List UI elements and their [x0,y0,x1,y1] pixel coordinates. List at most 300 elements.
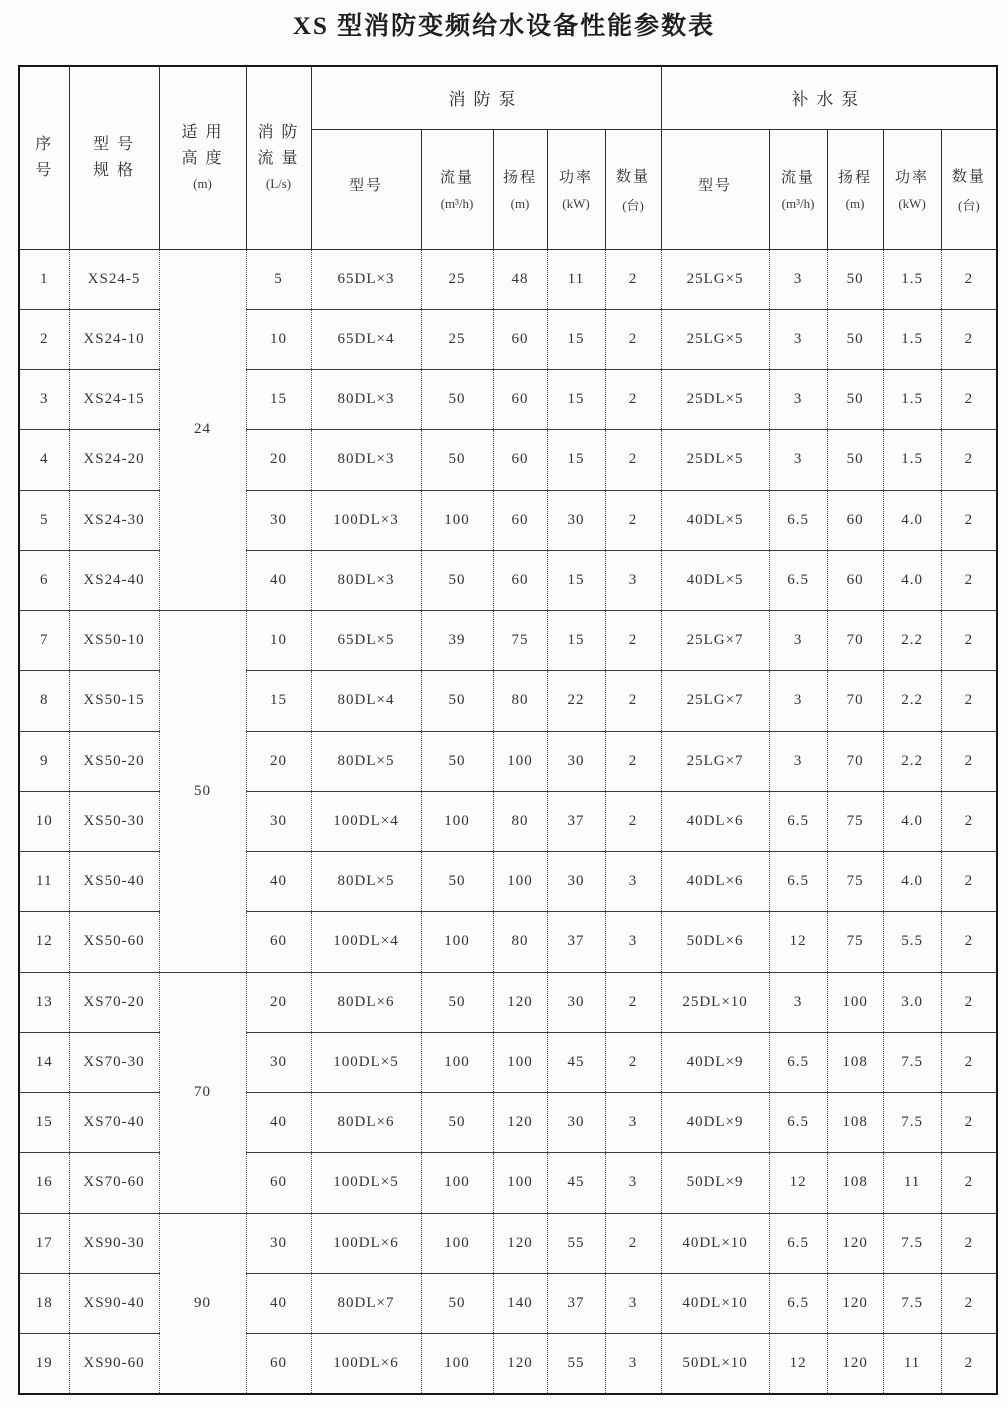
cell-fire-pump-flow: 100 [421,1153,493,1213]
cell-seq: 11 [19,852,69,912]
cell-seq: 1 [19,249,69,309]
col-header-model-spec [69,66,159,249]
fire-pump-qty-unit: (台) [622,197,644,213]
cell-fire-pump-model: 100DL×6 [311,1213,421,1273]
cell-fire-flow: 5 [246,249,311,309]
header-fireflow-line1: 消 防 [257,123,300,141]
cell-feed-pump-head: 108 [827,1032,883,1092]
cell-fire-pump-model: 100DL×5 [311,1032,421,1092]
cell-seq: 19 [19,1334,69,1395]
feed-pump-head-label: 扬程 [838,170,873,186]
cell-fire-pump-flow: 100 [421,791,493,851]
cell-feed-pump-qty: 2 [941,249,997,309]
cell-fire-pump-model: 100DL×4 [311,791,421,851]
header-height-unit: (m) [193,175,212,191]
cell-feed-pump-flow: 3 [769,249,827,309]
feed-pump-flow-unit: (m³/h) [781,196,815,211]
cell-feed-pump-head: 60 [827,550,883,610]
cell-feed-pump-qty: 2 [941,490,997,550]
cell-feed-pump-power: 11 [883,1334,941,1395]
cell-seq: 10 [19,791,69,851]
cell-feed-pump-model: 40DL×6 [661,791,769,851]
cell-height-group: 70 [159,972,246,1213]
cell-fire-pump-power: 30 [547,1093,605,1153]
cell-fire-pump-head: 100 [493,731,547,791]
cell-fire-pump-power: 30 [547,731,605,791]
feed-pump-power-unit: (kW) [898,196,926,211]
feed-pump-group-label: 补水泵 [791,90,867,110]
fire-pump-model-label: 型号 [348,178,383,194]
feed-pump-qty-header [941,129,997,249]
cell-fire-pump-qty: 3 [605,1334,661,1395]
feed-pump-flow-header [769,129,827,249]
col-header-fire-flow [246,66,311,249]
cell-fire-pump-model: 80DL×6 [311,972,421,1032]
cell-feed-pump-qty: 2 [941,550,997,610]
cell-fire-pump-flow: 50 [421,430,493,490]
cell-feed-pump-head: 50 [827,430,883,490]
cell-fire-flow: 10 [246,611,311,671]
cell-feed-pump-model: 40DL×9 [661,1032,769,1092]
feed-pump-model-header [661,129,769,249]
cell-fire-pump-power: 15 [547,309,605,369]
cell-fire-pump-model: 80DL×3 [311,370,421,430]
cell-model-spec: XS70-40 [69,1093,159,1153]
cell-model-spec: XS50-20 [69,731,159,791]
cell-fire-pump-power: 45 [547,1032,605,1092]
cell-model-spec: XS50-40 [69,852,159,912]
cell-model-spec: XS90-60 [69,1334,159,1395]
fire-pump-group-label: 消防泵 [448,90,524,110]
cell-feed-pump-model: 25DL×5 [661,370,769,430]
table-row [19,611,997,671]
cell-feed-pump-qty: 2 [941,852,997,912]
cell-fire-flow: 40 [246,1273,311,1333]
header-group-row [19,66,997,129]
cell-feed-pump-head: 70 [827,731,883,791]
cell-fire-pump-head: 100 [493,1032,547,1092]
cell-fire-pump-head: 120 [493,1334,547,1395]
cell-feed-pump-model: 40DL×10 [661,1273,769,1333]
cell-fire-pump-flow: 100 [421,490,493,550]
cell-fire-flow: 20 [246,731,311,791]
cell-fire-pump-head: 60 [493,490,547,550]
cell-feed-pump-model: 25LG×7 [661,611,769,671]
cell-feed-pump-model: 50DL×9 [661,1153,769,1213]
cell-fire-pump-power: 22 [547,671,605,731]
fire-pump-power-unit: (kW) [562,196,590,211]
cell-feed-pump-qty: 2 [941,1334,997,1395]
cell-seq: 13 [19,972,69,1032]
cell-height-group: 50 [159,611,246,973]
cell-fire-pump-qty: 2 [605,249,661,309]
cell-fire-pump-qty: 2 [605,671,661,731]
cell-feed-pump-power: 4.0 [883,490,941,550]
cell-feed-pump-model: 40DL×9 [661,1093,769,1153]
cell-feed-pump-qty: 2 [941,912,997,972]
cell-fire-pump-flow: 50 [421,731,493,791]
cell-feed-pump-head: 100 [827,972,883,1032]
cell-feed-pump-power: 2.2 [883,731,941,791]
feed-pump-qty-label: 数量 [951,168,986,185]
cell-fire-pump-model: 65DL×4 [311,309,421,369]
cell-feed-pump-flow: 3 [769,731,827,791]
cell-feed-pump-model: 25LG×5 [661,249,769,309]
cell-fire-pump-head: 140 [493,1273,547,1333]
cell-seq: 6 [19,550,69,610]
cell-model-spec: XS50-60 [69,912,159,972]
cell-fire-pump-head: 100 [493,1153,547,1213]
cell-feed-pump-qty: 2 [941,309,997,369]
cell-fire-pump-flow: 100 [421,912,493,972]
cell-feed-pump-flow: 12 [769,912,827,972]
cell-feed-pump-head: 75 [827,791,883,851]
cell-fire-pump-flow: 25 [421,249,493,309]
cell-fire-pump-head: 100 [493,852,547,912]
cell-fire-pump-flow: 50 [421,972,493,1032]
cell-fire-pump-head: 80 [493,791,547,851]
cell-fire-pump-qty: 2 [605,611,661,671]
cell-fire-pump-flow: 50 [421,1093,493,1153]
cell-fire-pump-qty: 2 [605,731,661,791]
cell-fire-pump-model: 100DL×3 [311,490,421,550]
cell-fire-pump-model: 65DL×5 [311,611,421,671]
cell-feed-pump-model: 25DL×5 [661,430,769,490]
cell-fire-pump-power: 30 [547,490,605,550]
header-height-line1: 适 用 [181,123,224,141]
cell-seq: 3 [19,370,69,430]
cell-fire-pump-power: 15 [547,611,605,671]
header-fireflow-line2: 流 量 [257,149,300,167]
cell-feed-pump-head: 70 [827,671,883,731]
cell-fire-pump-flow: 50 [421,1273,493,1333]
cell-feed-pump-power: 4.0 [883,852,941,912]
cell-fire-pump-model: 80DL×7 [311,1273,421,1333]
cell-feed-pump-flow: 3 [769,972,827,1032]
cell-fire-flow: 20 [246,430,311,490]
cell-seq: 5 [19,490,69,550]
cell-fire-pump-qty: 2 [605,972,661,1032]
table-body [19,249,997,1394]
cell-feed-pump-head: 120 [827,1334,883,1395]
cell-model-spec: XS24-40 [69,550,159,610]
cell-feed-pump-model: 50DL×6 [661,912,769,972]
cell-fire-pump-power: 30 [547,852,605,912]
table-header [19,66,997,249]
cell-fire-pump-qty: 3 [605,1093,661,1153]
cell-fire-pump-flow: 25 [421,309,493,369]
cell-feed-pump-flow: 6.5 [769,852,827,912]
table-row [19,972,997,1032]
cell-fire-pump-qty: 2 [605,791,661,851]
cell-feed-pump-flow: 3 [769,309,827,369]
feed-pump-power-header [883,129,941,249]
cell-fire-flow: 20 [246,972,311,1032]
cell-fire-pump-head: 80 [493,912,547,972]
cell-feed-pump-head: 120 [827,1273,883,1333]
cell-feed-pump-model: 25LG×5 [661,309,769,369]
cell-seq: 15 [19,1093,69,1153]
cell-fire-flow: 15 [246,671,311,731]
cell-feed-pump-power: 2.2 [883,611,941,671]
cell-feed-pump-power: 7.5 [883,1032,941,1092]
cell-feed-pump-power: 2.2 [883,671,941,731]
cell-feed-pump-qty: 2 [941,1153,997,1213]
cell-fire-pump-qty: 3 [605,912,661,972]
feed-pump-qty-unit: (台) [957,197,980,213]
fire-pump-flow-unit: (m³/h) [440,196,474,211]
cell-seq: 4 [19,430,69,490]
fire-pump-qty-header [605,129,661,249]
header-seq-line2: 号 [35,161,54,179]
cell-fire-pump-qty: 2 [605,309,661,369]
cell-model-spec: XS50-10 [69,611,159,671]
cell-fire-pump-model: 100DL×5 [311,1153,421,1213]
cell-fire-flow: 10 [246,309,311,369]
table-row [19,1213,997,1273]
feed-pump-head-header [827,129,883,249]
cell-feed-pump-qty: 2 [941,731,997,791]
feed-pump-flow-label: 流量 [781,170,816,186]
cell-feed-pump-qty: 2 [941,972,997,1032]
cell-feed-pump-power: 4.0 [883,550,941,610]
cell-feed-pump-power: 1.5 [883,430,941,490]
cell-fire-pump-power: 15 [547,550,605,610]
cell-fire-pump-power: 55 [547,1213,605,1273]
cell-seq: 12 [19,912,69,972]
cell-feed-pump-qty: 2 [941,611,997,671]
cell-feed-pump-head: 50 [827,309,883,369]
group-header-feed-pump [661,66,997,129]
cell-fire-pump-power: 37 [547,791,605,851]
cell-feed-pump-flow: 3 [769,370,827,430]
cell-fire-pump-head: 120 [493,1213,547,1273]
cell-feed-pump-qty: 2 [941,1213,997,1273]
page-title: XS 型消防变频给水设备性能参数表 [292,13,716,40]
cell-feed-pump-power: 7.5 [883,1213,941,1273]
cell-fire-pump-model: 80DL×3 [311,430,421,490]
cell-fire-pump-head: 120 [493,1093,547,1153]
cell-model-spec: XS24-15 [69,370,159,430]
cell-height-group: 90 [159,1213,246,1394]
cell-fire-pump-power: 45 [547,1153,605,1213]
cell-fire-flow: 60 [246,1153,311,1213]
fire-pump-head-unit: (m) [510,196,530,211]
cell-fire-pump-head: 120 [493,972,547,1032]
cell-model-spec: XS24-20 [69,430,159,490]
cell-fire-pump-flow: 100 [421,1213,493,1273]
cell-feed-pump-model: 25LG×7 [661,671,769,731]
cell-fire-flow: 15 [246,370,311,430]
cell-model-spec: XS70-30 [69,1032,159,1092]
cell-feed-pump-model: 40DL×10 [661,1213,769,1273]
performance-parameters-table [18,65,998,1395]
cell-feed-pump-model: 25LG×7 [661,731,769,791]
header-model-line1: 型 号 [92,135,135,153]
fire-pump-flow-label: 流量 [439,170,474,186]
cell-fire-pump-model: 100DL×4 [311,912,421,972]
header-height-line2: 高 度 [181,149,224,167]
cell-feed-pump-flow: 6.5 [769,1093,827,1153]
cell-fire-flow: 60 [246,1334,311,1395]
cell-fire-flow: 30 [246,1032,311,1092]
cell-feed-pump-head: 75 [827,852,883,912]
cell-fire-flow: 40 [246,1093,311,1153]
cell-feed-pump-flow: 6.5 [769,490,827,550]
cell-fire-pump-model: 80DL×3 [311,550,421,610]
cell-fire-pump-power: 15 [547,430,605,490]
cell-feed-pump-model: 40DL×5 [661,550,769,610]
cell-fire-pump-power: 55 [547,1334,605,1395]
cell-fire-pump-head: 75 [493,611,547,671]
table-row [19,249,997,309]
cell-feed-pump-model: 40DL×6 [661,852,769,912]
cell-fire-flow: 30 [246,490,311,550]
cell-model-spec: XS70-60 [69,1153,159,1213]
cell-fire-pump-flow: 39 [421,611,493,671]
cell-feed-pump-flow: 6.5 [769,1032,827,1092]
cell-feed-pump-flow: 12 [769,1334,827,1395]
cell-model-spec: XS50-30 [69,791,159,851]
cell-feed-pump-qty: 2 [941,370,997,430]
cell-model-spec: XS90-40 [69,1273,159,1333]
cell-feed-pump-flow: 3 [769,611,827,671]
feed-pump-model-label: 型号 [698,178,733,194]
cell-feed-pump-flow: 6.5 [769,791,827,851]
cell-seq: 8 [19,671,69,731]
fire-pump-flow-header [421,129,493,249]
feed-pump-head-unit: (m) [845,196,865,211]
cell-fire-pump-qty: 2 [605,370,661,430]
cell-model-spec: XS24-10 [69,309,159,369]
cell-feed-pump-model: 25DL×10 [661,972,769,1032]
cell-feed-pump-qty: 2 [941,1093,997,1153]
feed-pump-power-label: 功率 [895,170,930,186]
fire-pump-qty-label: 数量 [616,168,651,185]
cell-feed-pump-qty: 2 [941,791,997,851]
cell-feed-pump-qty: 2 [941,1273,997,1333]
group-header-fire-pump [311,66,661,129]
cell-fire-pump-head: 80 [493,671,547,731]
cell-fire-flow: 60 [246,912,311,972]
cell-fire-flow: 40 [246,852,311,912]
cell-seq: 17 [19,1213,69,1273]
cell-feed-pump-power: 7.5 [883,1093,941,1153]
cell-fire-pump-qty: 2 [605,1032,661,1092]
cell-feed-pump-head: 60 [827,490,883,550]
cell-feed-pump-flow: 3 [769,430,827,490]
cell-fire-pump-power: 37 [547,1273,605,1333]
cell-fire-pump-model: 80DL×5 [311,852,421,912]
cell-fire-pump-model: 80DL×4 [311,671,421,731]
cell-model-spec: XS70-20 [69,972,159,1032]
cell-feed-pump-flow: 3 [769,671,827,731]
cell-fire-pump-qty: 3 [605,1273,661,1333]
fire-pump-head-header [493,129,547,249]
cell-model-spec: XS24-5 [69,249,159,309]
cell-fire-pump-qty: 3 [605,852,661,912]
cell-feed-pump-qty: 2 [941,671,997,731]
cell-fire-pump-head: 60 [493,370,547,430]
cell-model-spec: XS90-30 [69,1213,159,1273]
fire-pump-head-label: 扬程 [502,170,537,186]
cell-feed-pump-head: 108 [827,1153,883,1213]
cell-fire-pump-qty: 3 [605,550,661,610]
cell-feed-pump-power: 7.5 [883,1273,941,1333]
cell-feed-pump-flow: 6.5 [769,550,827,610]
cell-feed-pump-qty: 2 [941,1032,997,1092]
fire-pump-power-label: 功率 [558,170,593,186]
cell-fire-pump-head: 60 [493,550,547,610]
cell-feed-pump-flow: 6.5 [769,1273,827,1333]
header-fireflow-unit: (L/s) [265,175,292,191]
cell-feed-pump-qty: 2 [941,430,997,490]
cell-feed-pump-head: 108 [827,1093,883,1153]
header-model-line2: 规 格 [92,161,135,179]
cell-feed-pump-power: 4.0 [883,791,941,851]
cell-feed-pump-model: 40DL×5 [661,490,769,550]
cell-seq: 2 [19,309,69,369]
cell-feed-pump-power: 5.5 [883,912,941,972]
cell-feed-pump-flow: 12 [769,1153,827,1213]
cell-feed-pump-power: 1.5 [883,309,941,369]
cell-feed-pump-power: 3.0 [883,972,941,1032]
cell-fire-pump-flow: 50 [421,852,493,912]
cell-fire-pump-model: 65DL×3 [311,249,421,309]
cell-fire-pump-model: 100DL×6 [311,1334,421,1395]
cell-seq: 18 [19,1273,69,1333]
cell-fire-pump-flow: 50 [421,550,493,610]
cell-fire-pump-qty: 3 [605,1153,661,1213]
cell-model-spec: XS50-15 [69,671,159,731]
cell-fire-flow: 30 [246,791,311,851]
cell-feed-pump-power: 1.5 [883,249,941,309]
cell-height-group: 24 [159,249,246,611]
cell-feed-pump-head: 50 [827,370,883,430]
cell-seq: 16 [19,1153,69,1213]
cell-seq: 14 [19,1032,69,1092]
cell-fire-pump-power: 15 [547,370,605,430]
cell-feed-pump-power: 1.5 [883,370,941,430]
cell-feed-pump-head: 75 [827,912,883,972]
cell-fire-pump-flow: 50 [421,370,493,430]
cell-fire-pump-head: 60 [493,430,547,490]
header-seq-line1: 序 [35,135,54,153]
cell-feed-pump-flow: 6.5 [769,1213,827,1273]
cell-fire-pump-power: 37 [547,912,605,972]
cell-feed-pump-head: 70 [827,611,883,671]
fire-pump-power-header [547,129,605,249]
cell-seq: 9 [19,731,69,791]
cell-fire-flow: 40 [246,550,311,610]
cell-seq: 7 [19,611,69,671]
cell-feed-pump-head: 50 [827,249,883,309]
cell-fire-flow: 30 [246,1213,311,1273]
cell-feed-pump-power: 11 [883,1153,941,1213]
cell-fire-pump-qty: 2 [605,490,661,550]
cell-model-spec: XS24-30 [69,490,159,550]
cell-feed-pump-model: 50DL×10 [661,1334,769,1395]
cell-fire-pump-head: 60 [493,309,547,369]
col-header-seq [19,66,69,249]
cell-fire-pump-power: 11 [547,249,605,309]
cell-fire-pump-flow: 100 [421,1032,493,1092]
cell-feed-pump-head: 120 [827,1213,883,1273]
cell-fire-pump-flow: 50 [421,671,493,731]
cell-fire-pump-head: 48 [493,249,547,309]
cell-fire-pump-qty: 2 [605,1213,661,1273]
cell-fire-pump-power: 30 [547,972,605,1032]
